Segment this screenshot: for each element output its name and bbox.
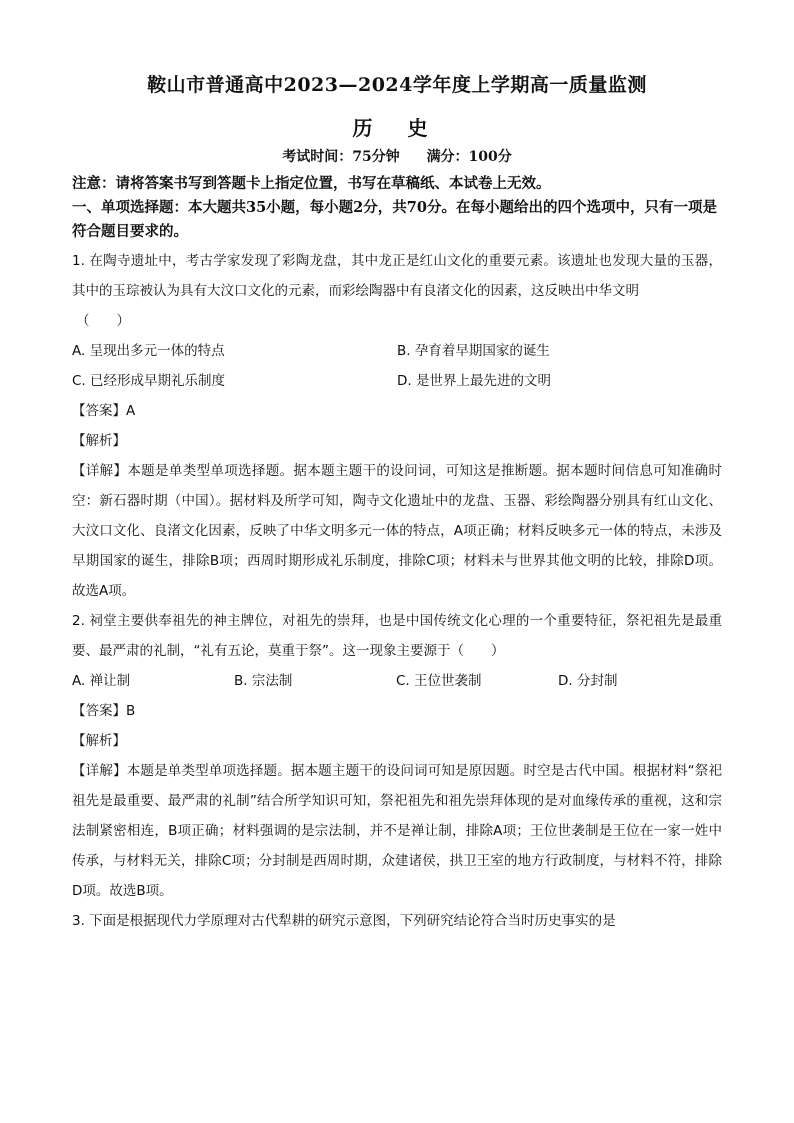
- answer-paren: （ ）: [76, 313, 130, 329]
- option-d: D. 分封制: [558, 673, 618, 689]
- exam-info: [0, 146, 794, 166]
- question-2-answer: 【答案】B: [72, 703, 136, 719]
- page-title: 鞍山市普通高中2023—2024学年度上学期高一质量监测: [147, 74, 647, 96]
- question-1-analysis-label: 【解析】: [72, 433, 126, 449]
- notice-text: 注意：请将答案书写到答题卡上指定位置，书写在草稿纸、本试卷上无效。: [72, 175, 551, 192]
- question-1-detail: 【详解】本题是单类型单项选择题。据本题主题干的设问词，可知这是推断题。据本题时间信息可知准确时空：新石器时期（中国）。据材料及所学可知，陶寺文化遗址中的龙盘、玉器、彩绘陶器分别具有红山文化、大汶口文化、良渚文化因素，反映了中华文明多元一体的特点，A项正确；材料反映多元一体的特点，未涉及早期国家的诞生，排除B项；西周时期形成礼乐制度，排除C项；材料未与世界其他文明的比较，排除D项。故选A项。: [72, 463, 722, 599]
- question-2-stem: 2. 祠堂主要供奉祖先的神主牌位，对祖先的崇拜，也是中国传统文化心理的一个重要特征，祭祀祖先是最重要、最严肃的礼制，“礼有五论，莫重于祭”。这一现象主要源于（ ）: [72, 613, 722, 659]
- question-2-detail: 【详解】本题是单类型单项选择题。据本题主题干的设问词可知是原因题。时空是古代中国。根据材料“祭祀祖先是最重要、最严肃的礼制”结合所学知识可知，祭祀祖先和祖先崇拜体现的是对血缘传承的重视，这和宗法制紧密相连，B项正确；材料强调的是宗法制，并不是禅让制，排除A项；王位世袭制是王位在一家一姓中传承，与材料无关，排除C项；分封制是西周时期，众建诸侯，拱卫王室的地方行政制度，与材料不符，排除D项。故选B项。: [72, 763, 722, 899]
- option-a: A. 呈现出多元一体的特点: [72, 343, 225, 359]
- question-1-options: [72, 336, 722, 396]
- option-b: B. 孕育着早期国家的诞生: [397, 343, 550, 359]
- option-d: D. 是世界上最先进的文明: [397, 373, 551, 389]
- question-2-options: [72, 666, 722, 696]
- question-2-analysis-label: 【解析】: [72, 733, 126, 749]
- question-1-answer: 【答案】A: [72, 403, 136, 419]
- question-3-stem: 3. 下面是根据现代力学原理对古代犁耕的研究示意图，下列研究结论符合当时历史事实的是: [72, 913, 616, 929]
- option-a: A. 禅让制: [72, 673, 131, 689]
- exam-time: 考试时间：75分钟: [282, 149, 400, 165]
- question-content: [72, 246, 722, 936]
- option-b: B. 宗法制: [234, 673, 293, 689]
- option-c: C. 已经形成早期礼乐制度: [72, 373, 226, 389]
- exam-score: 满分：100分: [426, 149, 512, 165]
- subject-title: 历 史: [352, 116, 442, 140]
- section-heading: 一、单项选择题：本大题共35小题，每小题2分，共70分。在每小题给出的四个选项中，只有一项是符合题目要求的。: [72, 199, 717, 240]
- option-c: C. 王位世袭制: [396, 673, 482, 689]
- question-1-stem: 1. 在陶寺遗址中，考古学家发现了彩陶龙盘，其中龙正是红山文化的重要元素。该遗址也发现大量的玉器，其中的玉琮被认为具有大汶口文化的元素，而彩绘陶器中有良渚文化的因素，这反映出中华文明 （ ）: [72, 253, 722, 329]
